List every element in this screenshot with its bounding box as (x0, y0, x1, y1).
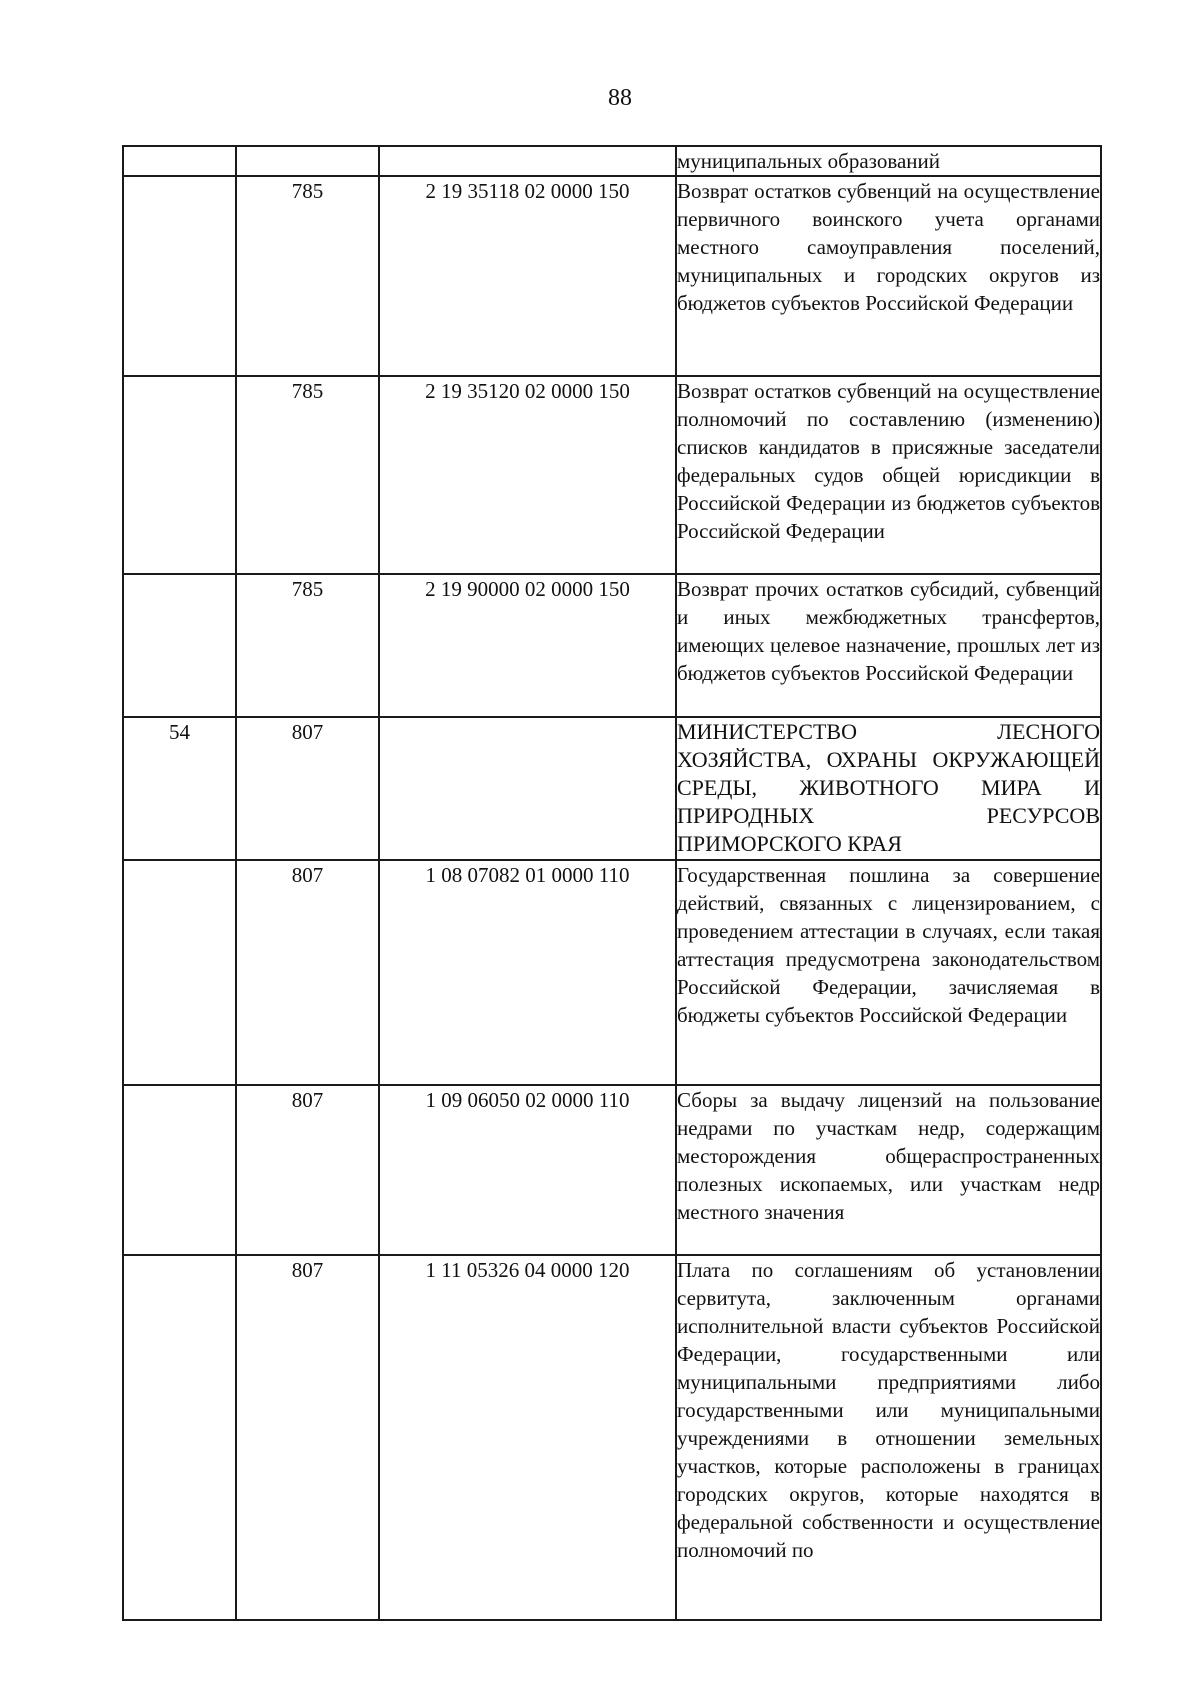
description-cell: Сборы за выдачу лицензий на пользование недрами по участкам недр, содержащим месторождения общераспространенных полезных ископаемых, или участкам недр местного значения (676, 1085, 1101, 1255)
description-cell: Возврат прочих остатков субсидий, субвенций и иных межбюджетных трансфертов, имеющих целевое назначение, прошлых лет из бюджетов субъектов Российской Федерации (676, 574, 1101, 717)
description-cell: Возврат остатков субвенций на осуществление первичного воинского учета органами местного самоуправления поселений, муниципальных и городских округов из бюджетов субъектов Российской Федерации (676, 176, 1101, 376)
revenue-code-cell (379, 717, 676, 860)
revenue-code-cell: 1 11 05326 04 0000 120 (379, 1255, 676, 1620)
description-cell: муниципальных образований (676, 146, 1101, 176)
table-row (123, 376, 1101, 574)
admin-code-cell: 785 (236, 574, 379, 717)
table-row (123, 1255, 1101, 1620)
admin-code-cell: 807 (236, 717, 379, 860)
page-number: 88 (608, 85, 632, 111)
ministry-name-cell: МИНИСТЕРСТВО ЛЕСНОГО ХОЗЯЙСТВА, ОХРАНЫ ОКРУЖАЮЩЕЙ СРЕДЫ, ЖИВОТНОГО МИРА И ПРИРОДНЫХ РЕСУРСОВ ПРИМОРСКОГО КРАЯ (676, 717, 1101, 860)
row-number-cell (123, 376, 236, 574)
row-number-cell (123, 146, 236, 176)
row-number-cell (123, 176, 236, 376)
row-number-cell (123, 1255, 236, 1620)
table-row (123, 717, 1101, 860)
revenue-code-cell (379, 146, 676, 176)
description-cell: Плата по соглашениям об установлении сервитута, заключенным органами исполнительной власти субъектов Российской Федерации, государственными или муниципальными предприятиями либо государственными или муниципальными учреждениями в отношении земельных участков, которые расположены в границах городских округов, которые находятся в федеральной собственности и осуществление полномочий по (676, 1255, 1101, 1620)
description-cell: Государственная пошлина за совершение действий, связанных с лицензированием, с проведением аттестации в случаях, если такая аттестация предусмотрена законодательством Российской Федерации, зачисляемая в бюджеты субъектов Российской Федерации (676, 860, 1101, 1085)
revenue-code-cell: 2 19 90000 02 0000 150 (379, 574, 676, 717)
revenue-code-cell: 2 19 35118 02 0000 150 (379, 176, 676, 376)
revenue-codes-table (122, 145, 1102, 1621)
description-cell: Возврат остатков субвенций на осуществление полномочий по составлению (изменению) списков кандидатов в присяжные заседатели федеральных судов общей юрисдикции в Российской Федерации из бюджетов субъектов Российской Федерации (676, 376, 1101, 574)
row-number-cell (123, 574, 236, 717)
revenue-code-cell: 1 09 06050 02 0000 110 (379, 1085, 676, 1255)
admin-code-cell: 807 (236, 860, 379, 1085)
table-row (123, 146, 1101, 176)
admin-code-cell: 807 (236, 1085, 379, 1255)
table-row (123, 860, 1101, 1085)
revenue-code-cell: 1 08 07082 01 0000 110 (379, 860, 676, 1085)
table-row (123, 1085, 1101, 1255)
row-number-cell: 54 (123, 717, 236, 860)
row-number-cell (123, 1085, 236, 1255)
row-number-cell (123, 860, 236, 1085)
table-row (123, 574, 1101, 717)
admin-code-cell: 785 (236, 176, 379, 376)
admin-code-cell: 807 (236, 1255, 379, 1620)
revenue-code-cell: 2 19 35120 02 0000 150 (379, 376, 676, 574)
admin-code-cell (236, 146, 379, 176)
table-row (123, 176, 1101, 376)
admin-code-cell: 785 (236, 376, 379, 574)
